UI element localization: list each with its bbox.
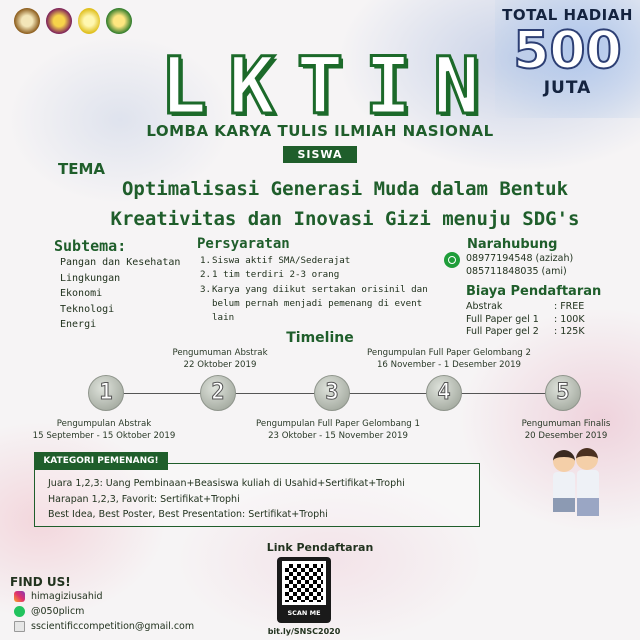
subtema-list — [60, 255, 180, 333]
registration-link[interactable]: bit.ly/SNSC2020 — [267, 627, 341, 636]
item-number: 2. — [200, 269, 212, 281]
social-handle: himagiziusahid — [31, 591, 103, 602]
title-letter: N — [433, 42, 480, 132]
event-date: 16 November - 1 Desember 2019 — [376, 360, 522, 370]
list-item: Energi — [60, 319, 97, 330]
mail-icon — [14, 621, 25, 632]
social-instagram[interactable] — [14, 591, 103, 602]
item-text: Siswa aktif SMA/Sederajat — [212, 255, 351, 266]
timeline-step-3: 3 — [314, 375, 350, 411]
list-item: Lingkungan — [60, 272, 121, 284]
timeline-event-5 — [506, 418, 626, 442]
item-number: 3. — [200, 283, 212, 295]
sponsor-logos — [14, 8, 132, 34]
item-text: Karya yang diikut sertakan orisinil dan belum pernah menjadi pemenang di event lain — [212, 283, 428, 324]
title-letter: K — [228, 42, 276, 132]
list-item: Pangan dan Kesehatan — [60, 257, 181, 268]
list-item: Best Idea, Best Poster, Best Presentation: Sertifikat+Trophi — [48, 509, 328, 520]
list-item — [200, 283, 430, 326]
event-title: Pengumpulan Full Paper Gelombang 2 — [367, 348, 531, 358]
timeline-event-1 — [14, 418, 194, 442]
whatsapp-icon — [444, 252, 460, 268]
timeline-step-1: 1 — [88, 375, 124, 411]
fee-price: : 100K — [554, 313, 585, 325]
list-item — [200, 254, 430, 268]
title-letter: I — [364, 42, 412, 132]
prize-amount: 500 — [513, 21, 622, 81]
timeline-event-3 — [238, 418, 438, 442]
himpunan-logo-icon — [106, 8, 132, 34]
event-title: Pengumpulan Abstrak — [56, 419, 152, 429]
fee-row — [466, 314, 585, 327]
phone-number[interactable]: 08977194548 (azizah) — [466, 253, 574, 264]
persyaratan-list — [200, 254, 430, 325]
fee-item: Full Paper gel 2 — [466, 326, 539, 337]
timeline-label: Timeline — [286, 330, 354, 346]
list-item: Juara 1,2,3: Uang Pembinaan+Beasiswa kuliah di Usahid+Sertifikat+Trophi — [48, 478, 405, 489]
kategori-label: KATEGORI PEMENANG! — [34, 452, 168, 470]
event-date: 20 Desember 2019 — [524, 431, 608, 441]
timeline-event-4 — [354, 347, 544, 371]
event-title: Pengumuman Abstrak — [172, 348, 268, 358]
event-title: Pengumuman Finalis — [521, 419, 611, 429]
prize-label: TOTAL HADIAH — [502, 6, 633, 24]
timeline-step-5: 5 — [545, 375, 581, 411]
social-handle: @050plicm — [31, 606, 85, 617]
phone-number[interactable]: 085711848035 (ami) — [466, 266, 567, 277]
biaya-label: Biaya Pendaftaran — [466, 284, 602, 299]
fee-item: Abstrak — [466, 301, 503, 312]
list-item: Teknologi — [60, 303, 115, 315]
fee-price: : 125K — [554, 326, 585, 337]
list-item: Harapan 1,2,3, Favorit: Sertifikat+Trophi — [48, 493, 240, 505]
fee-item: Full Paper gel 1 — [466, 313, 539, 325]
event-subtitle: LOMBA KARYA TULIS ILMIAH NASIONAL — [146, 122, 494, 140]
contact-phones — [466, 252, 573, 278]
persyaratan-label: Persyaratan — [197, 236, 290, 252]
list-item — [200, 268, 430, 282]
social-line[interactable] — [14, 606, 84, 617]
faculty-logo-icon — [46, 8, 72, 34]
kategori-list — [48, 476, 405, 523]
student-girl-body — [577, 470, 599, 516]
tema-label: TEMA — [58, 160, 106, 178]
lightbulb-logo-icon — [78, 8, 100, 34]
item-number: 1. — [200, 255, 212, 266]
tema-line-2: Kreativitas dan Inovasi Gizi menuju SDG's — [110, 208, 580, 230]
registration-label: Link Pendaftaran — [266, 541, 374, 554]
social-handle: sscientificcompetition@gmail.com — [31, 621, 195, 632]
item-text: 1 tim terdiri 2-3 orang — [212, 269, 340, 281]
total-prize-badge — [495, 0, 640, 118]
findus-label: FIND US! — [10, 575, 71, 589]
title-letter: T — [296, 42, 344, 132]
instagram-icon — [14, 591, 25, 602]
fee-row — [466, 301, 585, 314]
scan-me-label: SCAN ME — [287, 609, 321, 617]
university-logo-icon — [14, 8, 40, 34]
subtema-label: Subtema: — [54, 237, 127, 255]
list-item: Ekonomi — [60, 288, 103, 299]
event-date: 23 Oktober - 15 November 2019 — [268, 431, 408, 441]
event-date: 22 Oktober 2019 — [183, 360, 257, 370]
timeline-step-2: 2 — [200, 375, 236, 411]
qr-code-icon[interactable] — [282, 561, 326, 605]
event-title: Pengumpulan Full Paper Gelombang 1 — [256, 419, 420, 429]
prize-unit: JUTA — [543, 78, 592, 98]
timeline-step-4: 4 — [426, 375, 462, 411]
timeline-event-2 — [150, 347, 290, 371]
student-boy-icon — [553, 450, 575, 472]
narahubung-label: Narahubung — [467, 237, 558, 252]
social-email[interactable] — [14, 621, 194, 632]
fee-price: : FREE — [554, 301, 585, 312]
participant-badge: SISWA — [283, 146, 357, 163]
title-letter: L — [160, 42, 207, 132]
student-girl-icon — [576, 448, 598, 470]
student-boy-body — [553, 472, 575, 512]
line-icon — [14, 606, 25, 617]
event-date: 15 September - 15 Oktober 2019 — [32, 431, 176, 441]
tema-line-1: Optimalisasi Generasi Muda dalam Bentuk — [121, 178, 569, 200]
